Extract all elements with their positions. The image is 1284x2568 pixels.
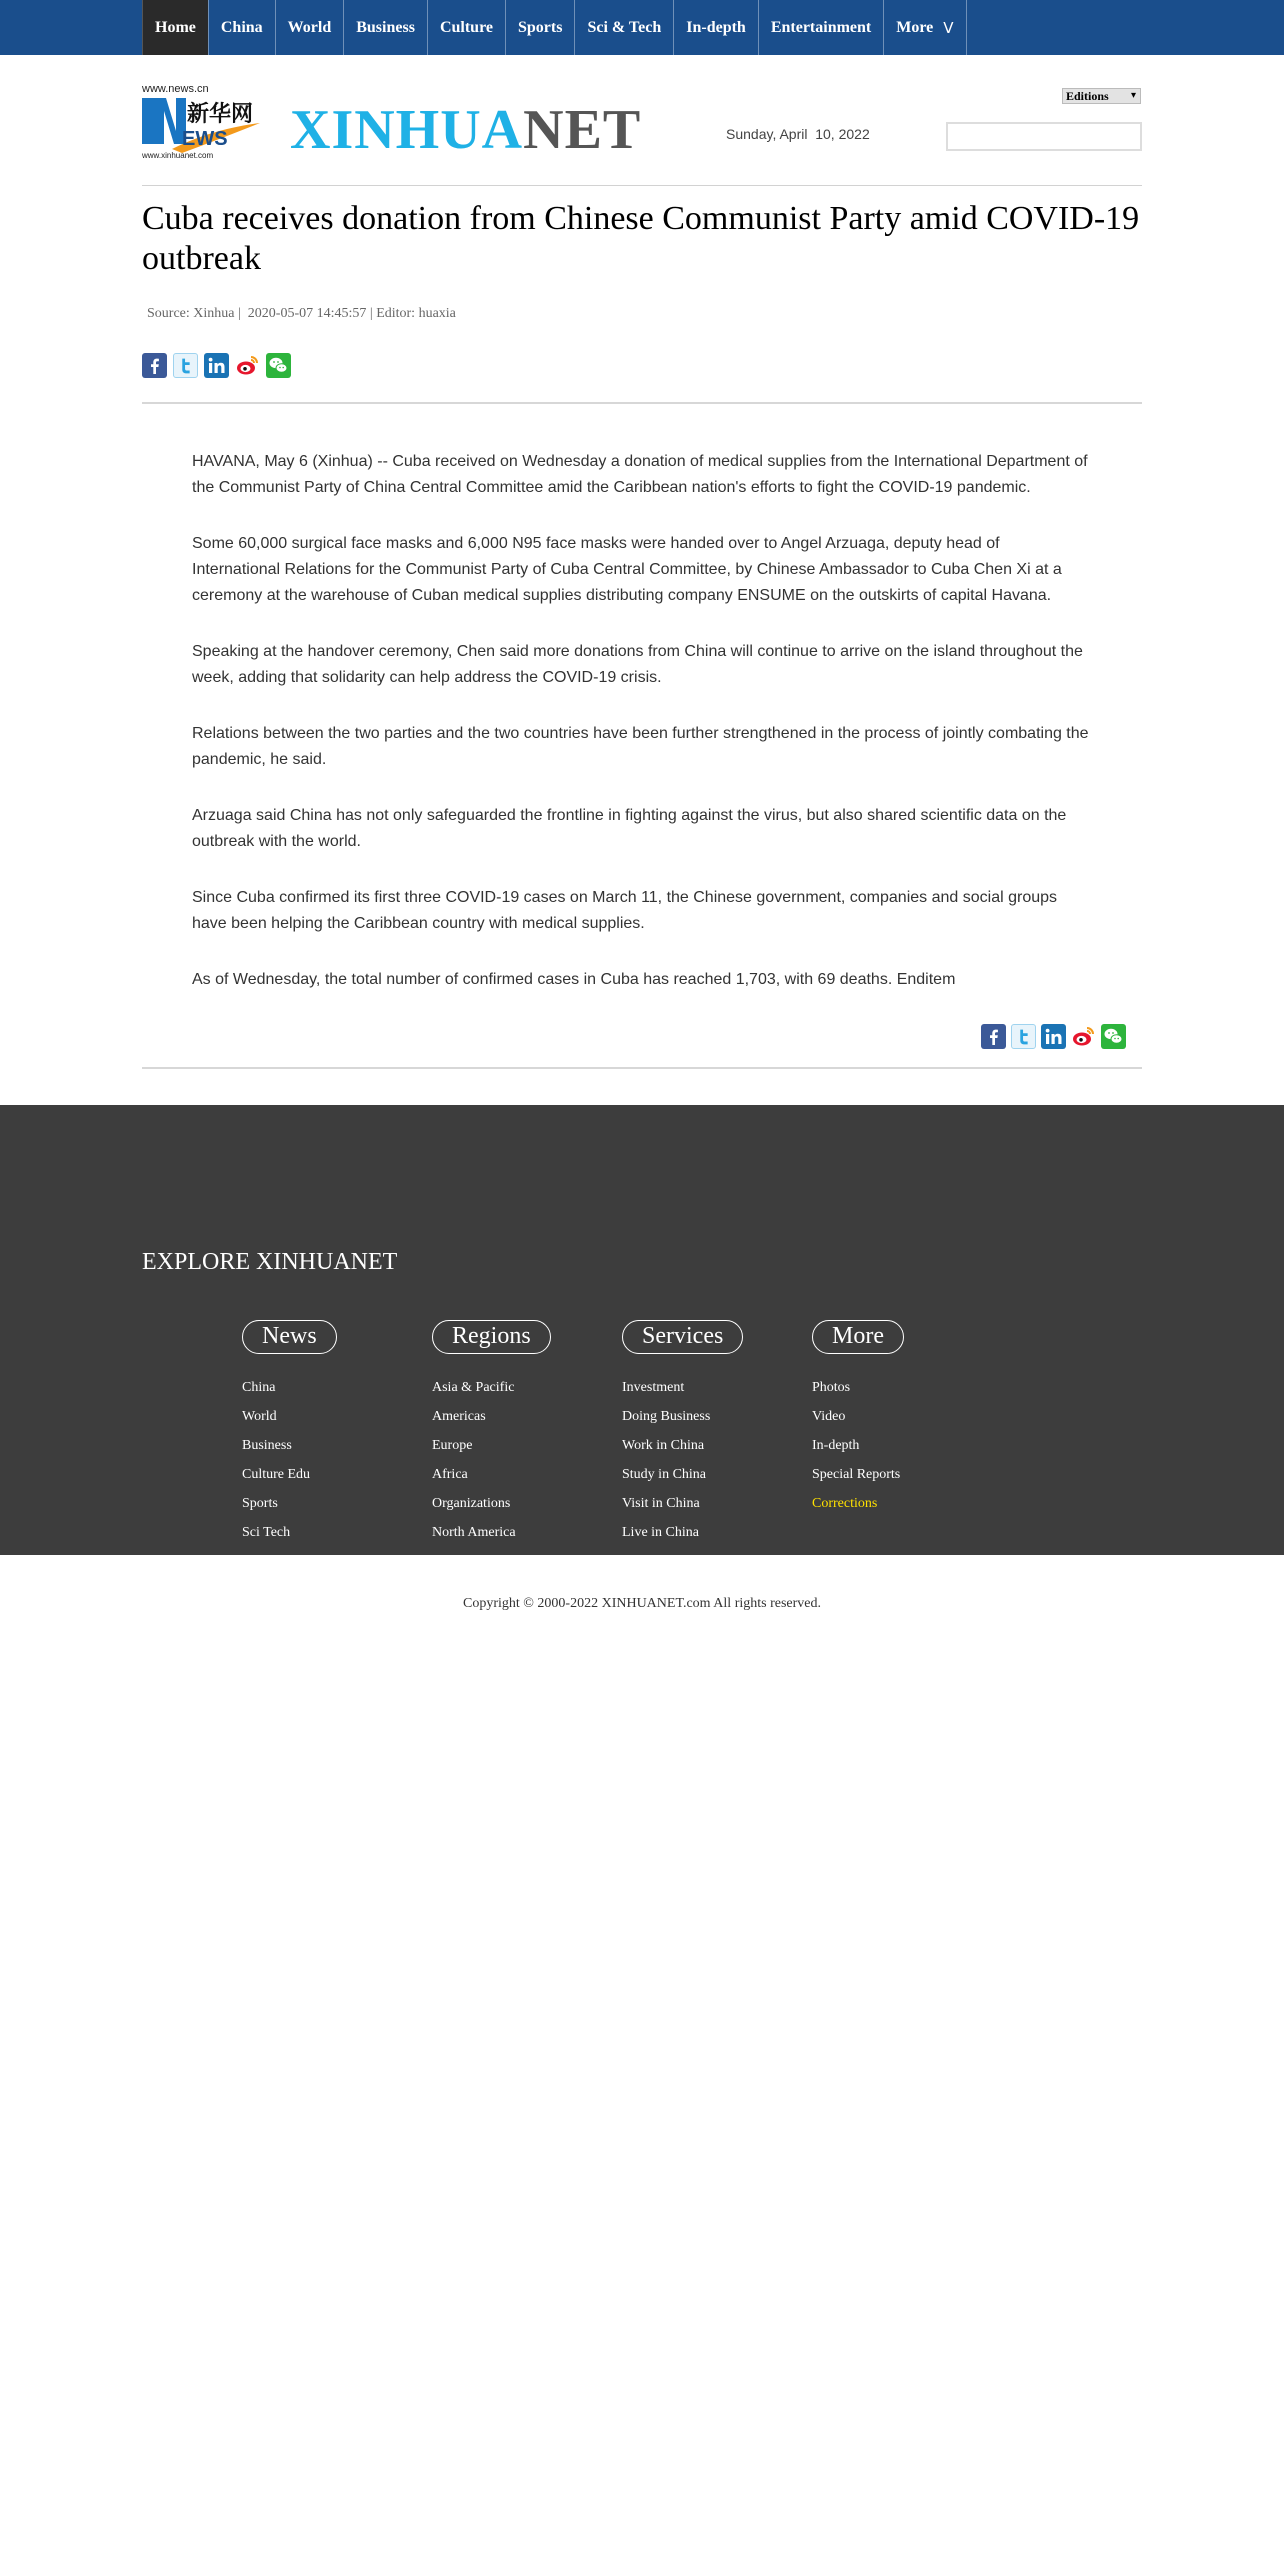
footer-link[interactable]: Organizations	[432, 1496, 511, 1511]
nav-item-label: Sports	[517, 18, 563, 36]
article-paragraph: Arzuaga said China has not only safeguarded the frontline in fighting against the virus, but also shared scientific data on the outbreak with the world.	[192, 807, 1067, 850]
editions-select[interactable]	[1062, 88, 1141, 104]
footer-column-news	[242, 1320, 337, 1552]
nav-item-label: China	[220, 18, 263, 36]
wordmark-part-net: NET	[523, 99, 642, 161]
footer-column-regions	[432, 1320, 551, 1552]
facebook-icon[interactable]	[142, 353, 167, 378]
header-divider	[142, 185, 1142, 186]
share-bar-bottom	[981, 1024, 1126, 1049]
article-paragraph: Since Cuba confirmed its first three COVID-19 cases on March 11, the Chinese government, companies and social groups have been helping the Caribbean country with medical supplies.	[192, 889, 1058, 932]
nav-item-world[interactable]	[275, 0, 344, 55]
footer-link[interactable]: Europe	[432, 1438, 473, 1453]
footer-link[interactable]: Culture Edu	[242, 1467, 311, 1482]
footer-link-list	[812, 1378, 904, 1523]
footer-link[interactable]: Asia & Pacific	[432, 1380, 515, 1395]
footer-link[interactable]: Study in China	[622, 1467, 707, 1482]
footer-link[interactable]: Doing Business	[622, 1409, 711, 1424]
footer-link[interactable]: Special Reports	[812, 1467, 901, 1482]
nav-item-label: More	[896, 18, 934, 36]
wechat-icon[interactable]	[1101, 1024, 1126, 1049]
nav-item-in-depth[interactable]	[673, 0, 758, 55]
footer-link-list	[242, 1378, 337, 1552]
article-paragraph: As of Wednesday, the total number of confirmed cases in Cuba has reached 1,703, with 69 deaths. Enditem	[192, 971, 956, 988]
footer-link[interactable]: World	[242, 1409, 277, 1424]
article-paragraph: HAVANA, May 6 (Xinhua) -- Cuba received on Wednesday a donation of medical supplies from the International Department of the Communist Party of China Central Committee amid the Caribbean nation's efforts to fight the COVID-19 pandemic.	[192, 453, 1088, 496]
footer-link[interactable]: Live in China	[622, 1525, 699, 1540]
article-headline: Cuba receives donation from Chinese Communist Party amid COVID-19 outbreak	[142, 200, 1140, 277]
footer-column-title[interactable]: More	[812, 1320, 904, 1354]
nav-item-home[interactable]	[142, 0, 208, 55]
nav-item-more[interactable]	[883, 0, 966, 55]
article-paragraph: Speaking at the handover ceremony, Chen said more donations from China will continue to arrive on the island throughout the week, adding that solidarity can help address the COVID-19 crisis.	[192, 643, 1083, 686]
footer-column-title[interactable]: Regions	[432, 1320, 551, 1354]
article-paragraph: Some 60,000 surgical face masks and 6,000 N95 face masks were handed over to Angel Arzuaga, deputy head of International Relations for the Communist Party of Cuba Central Committee, by Chinese Ambassador to Cuba Chen Xi at a ceremony at the warehouse of Cuban medical supplies distributing company ENSUME on the outskirts of capital Havana.	[192, 535, 1062, 604]
top-navigation-bar	[0, 0, 1284, 55]
article-bottom-divider	[142, 1067, 1142, 1069]
footer-link[interactable]: Africa	[432, 1467, 468, 1482]
footer-link[interactable]: Photos	[812, 1380, 851, 1395]
editions-label: Editions	[1066, 88, 1109, 103]
twitter-icon[interactable]	[1011, 1024, 1036, 1049]
twitter-icon[interactable]	[173, 353, 198, 378]
footer-link[interactable]: In-depth	[812, 1438, 860, 1453]
footer-link[interactable]: China	[242, 1380, 276, 1395]
footer-link[interactable]: Work in China	[622, 1438, 705, 1453]
nav-item-label: Home	[155, 18, 196, 36]
facebook-icon[interactable]	[981, 1024, 1006, 1049]
footer-column-services	[622, 1320, 743, 1552]
nav-item-label: In-depth	[686, 18, 746, 36]
article-meta: Source: Xinhua | 2020-05-07 14:45:57 | Editor: huaxia	[147, 306, 456, 321]
nav-item-china[interactable]	[208, 0, 275, 55]
footer-link[interactable]: Video	[812, 1409, 846, 1424]
nav-item-label: World	[287, 18, 332, 36]
dropdown-caret-icon: ▾	[1130, 90, 1136, 101]
footer-link-list	[622, 1378, 743, 1552]
news-logo-mark	[142, 83, 264, 161]
copyright-notice: Copyright © 2000-2022 XINHUANET.com All rights reserved.	[463, 1596, 821, 1611]
footer-column-title[interactable]: Services	[622, 1320, 743, 1354]
nav-item-culture[interactable]	[427, 0, 505, 55]
share-bar-top	[142, 353, 291, 378]
chevron-down-icon: V	[943, 18, 954, 37]
nav-item-label: Culture	[439, 18, 493, 36]
svg-text:EWS: EWS	[182, 128, 228, 150]
footer-link[interactable]: Americas	[432, 1409, 486, 1424]
wordmark-part-xinhua: XINHUA	[290, 99, 524, 161]
logo-url-top: www.news.cn	[142, 83, 209, 95]
footer-link-list	[432, 1378, 551, 1552]
explore-heading: EXPLORE XINHUANET	[142, 1249, 398, 1275]
weibo-icon[interactable]	[235, 353, 260, 378]
footer-link[interactable]: Investment	[622, 1380, 685, 1395]
footer-column-more	[812, 1320, 904, 1523]
nav-item-label: Entertainment	[770, 18, 872, 36]
footer-link-corrections[interactable]: Corrections	[812, 1496, 878, 1511]
article-top-divider	[142, 402, 1142, 404]
current-date: Sunday, April 10, 2022	[726, 126, 870, 142]
nav-item-business[interactable]	[343, 0, 427, 55]
xinhuanet-wordmark[interactable]	[290, 100, 641, 160]
search-input[interactable]	[946, 122, 1142, 151]
logo-chinese-text: 新华网	[187, 102, 254, 127]
logo-url-bottom: www.xinhuanet.com	[142, 151, 214, 160]
wechat-icon[interactable]	[266, 353, 291, 378]
article-body	[192, 449, 1092, 1023]
linkedin-icon[interactable]	[1041, 1024, 1066, 1049]
nav-item-sci-tech[interactable]	[574, 0, 673, 55]
footer-link[interactable]: Business	[242, 1438, 292, 1453]
nav-item-entertainment[interactable]	[758, 0, 883, 55]
article-paragraph: Relations between the two parties and the two countries have been further strengthened in the process of jointly combating the pandemic, he said.	[192, 725, 1089, 768]
weibo-icon[interactable]	[1071, 1024, 1096, 1049]
footer-link[interactable]: North America	[432, 1525, 516, 1540]
linkedin-icon[interactable]	[204, 353, 229, 378]
nav-item-label: Business	[356, 18, 415, 36]
footer-link[interactable]: Visit in China	[622, 1496, 700, 1511]
nav-item-sports[interactable]	[505, 0, 574, 55]
footer-column-title[interactable]: News	[242, 1320, 337, 1354]
footer-link[interactable]: Sci Tech	[242, 1525, 291, 1540]
xinhua-news-logo[interactable]	[142, 83, 264, 161]
nav-item-label: Sci & Tech	[587, 18, 662, 36]
footer-link[interactable]: Sports	[242, 1496, 278, 1511]
nav-menu	[142, 0, 967, 55]
